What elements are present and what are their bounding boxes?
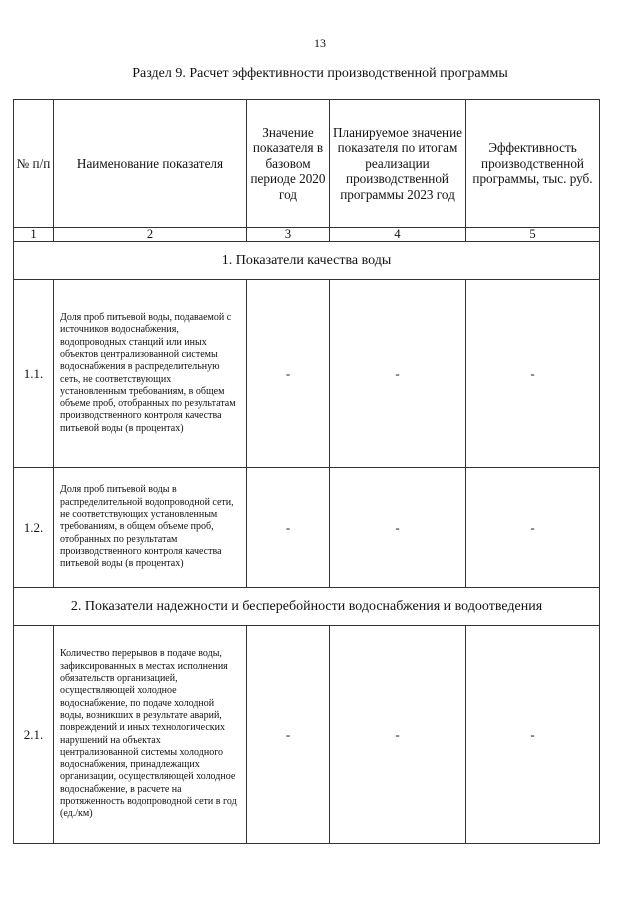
section-heading: 1. Показатели качества воды <box>14 242 600 280</box>
efficiency-table <box>13 99 600 844</box>
row-number: 1.2. <box>14 468 54 588</box>
header-col-number: № п/п <box>14 100 54 228</box>
section-header-row <box>14 242 600 280</box>
row-number: 2.1. <box>14 626 54 844</box>
efficiency-cell: - <box>466 468 600 588</box>
column-number: 1 <box>14 228 54 242</box>
section-title: Раздел 9. Расчет эффективности производственной программы <box>132 66 508 81</box>
section-heading: 2. Показатели надежности и бесперебойности водоснабжения и водоотведения <box>14 588 600 626</box>
row-number: 1.1. <box>14 280 54 468</box>
header-col-base-value: Значение показателя в базовом периоде 2020 год <box>247 100 330 228</box>
indicator-name: Количество перерывов в подаче воды, зафиксированных в местах исполнения обязательств организацией, осуществляющей холодное водоснабжение, по подаче холодной воды, возникших в результате аварий, повреждений и иных технологических нарушений на объектах централизованной системы холодного водоснабжения, принадлежащих организации, осуществляющей холодное водоснабжение, в расчете на протяженность водопроводной сети в год (ед./км) <box>54 626 247 844</box>
page-number: 13 <box>314 36 326 50</box>
planned-value-cell: - <box>330 468 466 588</box>
column-number: 3 <box>247 228 330 242</box>
base-value-cell: - <box>247 468 330 588</box>
header-col-efficiency: Эффективность производственной программы, тыс. руб. <box>466 100 600 228</box>
base-value-cell: - <box>247 280 330 468</box>
header-row <box>14 100 600 228</box>
planned-value-cell: - <box>330 626 466 844</box>
header-col-name: Наименование показателя <box>54 100 247 228</box>
table-row <box>14 626 600 844</box>
efficiency-cell: - <box>466 626 600 844</box>
column-number: 5 <box>466 228 600 242</box>
column-number: 2 <box>54 228 247 242</box>
header-col-planned-value: Планируемое значение показателя по итогам реализации производственной программы 2023 год <box>330 100 466 228</box>
indicator-name: Доля проб питьевой воды в распределительной водопроводной сети, не соответствующих установленным требованиям, в общем объеме проб, отобранных по результатам производственного контроля качества питьевой воды (в процентах) <box>54 468 247 588</box>
efficiency-cell: - <box>466 280 600 468</box>
indicator-name: Доля проб питьевой воды, подаваемой с источников водоснабжения, водопроводных станций или иных объектов централизованной системы водоснабжения в распределительную сеть, не соответствующих установленным требованиям, в общем объеме проб, отобранных по результатам производственного контроля качества питьевой воды (в процентах) <box>54 280 247 468</box>
table-row <box>14 468 600 588</box>
column-numbers-row <box>14 228 600 242</box>
planned-value-cell: - <box>330 280 466 468</box>
column-number: 4 <box>330 228 466 242</box>
section-header-row <box>14 588 600 626</box>
base-value-cell: - <box>247 626 330 844</box>
table-row <box>14 280 600 468</box>
